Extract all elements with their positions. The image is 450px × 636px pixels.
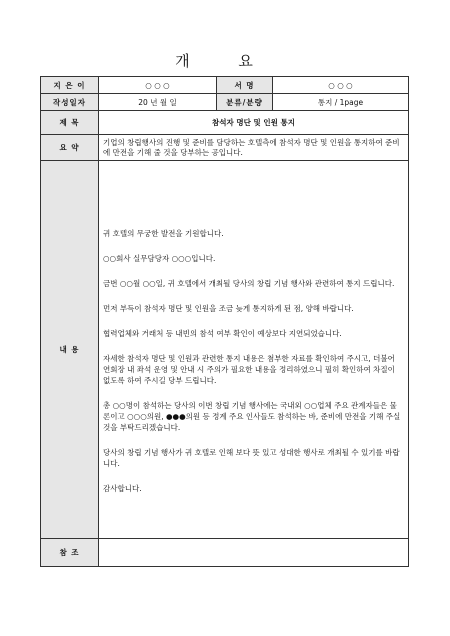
content-paragraph: 당사의 창립 기념 행사가 귀 호텔로 인해 보다 뜻 있고 성대한 행사로 개최될 수 있기를 바랍니다. bbox=[103, 447, 400, 468]
content-paragraph: 자세한 참석자 명단 및 인원과 관련한 통지 내용은 첨부한 자료를 확인하여 주시고, 더불어 연회장 내 좌석 운영 및 안내 시 주의가 필요한 내용을 정리하였으니 필히 확인하여 차질이 없도록 하여 주시길 당부 드립니다. bbox=[103, 353, 395, 385]
sender-value: ○ ○ ○ bbox=[99, 77, 217, 94]
name-label: 서 명 bbox=[217, 77, 273, 94]
date-label: 작성일자 bbox=[41, 94, 99, 111]
document-title: 개 요 bbox=[175, 52, 275, 70]
date-value: 20 년 월 일 bbox=[99, 94, 217, 111]
overview-table bbox=[40, 76, 409, 567]
content-paragraph: 협력업체와 거래처 등 내빈의 참석 여부 확인이 예상보다 지연되었습니다. bbox=[103, 328, 342, 338]
author-row bbox=[41, 77, 409, 94]
reference-row bbox=[41, 539, 409, 567]
sender-label: 지 은 이 bbox=[41, 77, 99, 94]
content-label: 내 용 bbox=[41, 161, 99, 539]
subject-row bbox=[41, 111, 409, 135]
category-value: 통지 / 1page bbox=[273, 94, 409, 111]
content-paragraph: ○○회사 실무담당자 ○○○입니다. bbox=[103, 253, 216, 263]
name-value: ○ ○ ○ bbox=[273, 77, 409, 94]
content-body bbox=[99, 161, 409, 539]
content-paragraph: 먼저 부득이 참석자 명단 및 인원을 조금 늦게 통지하게 된 점, 양해 바랍니다. bbox=[103, 303, 354, 313]
date-row bbox=[41, 94, 409, 111]
content-paragraph: 귀 호텔의 무궁한 발전을 기원합니다. bbox=[103, 228, 224, 238]
content-paragraph: 감사합니다. bbox=[103, 483, 142, 493]
summary-row bbox=[41, 135, 409, 161]
subject-label: 제 목 bbox=[41, 111, 99, 135]
summary-label: 요 약 bbox=[41, 135, 99, 161]
content-paragraph: 금번 ○○월 ○○일, 귀 호텔에서 개최될 당사의 창립 기념 행사와 관련하여 통지 드립니다. bbox=[103, 278, 395, 288]
subject-value: 참석자 명단 및 인원 통지 bbox=[99, 111, 409, 135]
content-row bbox=[41, 161, 409, 539]
reference-value bbox=[99, 539, 409, 567]
content-paragraph: 총 ○○명이 참석하는 당사의 이번 창립 기념 행사에는 국내외 ○○업체 주요 관계자들은 물론이고 ○○○의원, ●●●의원 등 정계 주요 인사들도 참석하는 바, 준비에 만전을 기해 주실 것을 부탁드리겠습니다. bbox=[103, 400, 401, 432]
summary-value: 기업의 창립행사의 진행 및 준비를 담당하는 호텔측에 참석자 명단 및 인원을 통지하여 준비에 만전을 기해 줄 것을 당부하는 공입니다. bbox=[99, 135, 409, 161]
reference-label: 참 조 bbox=[41, 539, 99, 567]
category-label: 분류/분량 bbox=[217, 94, 273, 111]
